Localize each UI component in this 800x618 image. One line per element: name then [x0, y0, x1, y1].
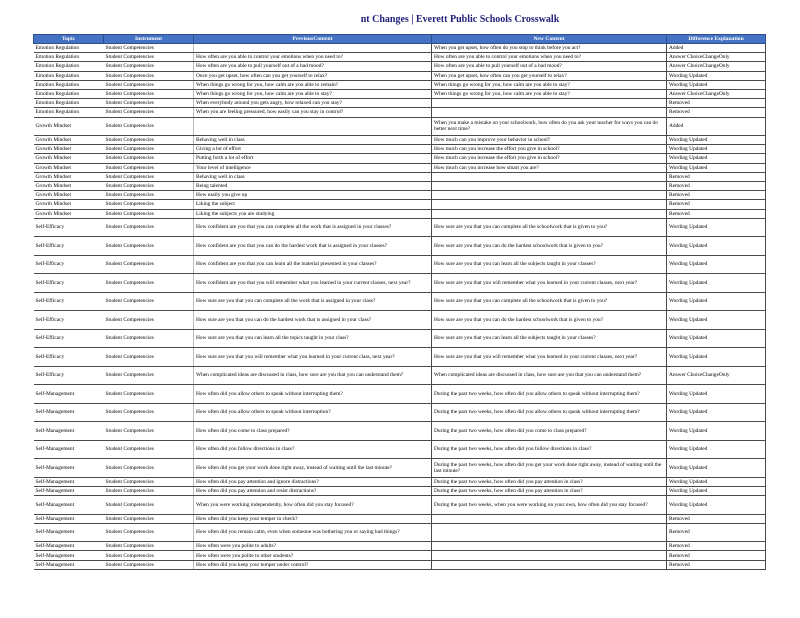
instrument-cell: Student Competencies: [104, 80, 194, 89]
instrument-cell: Student Competencies: [104, 108, 194, 117]
new-content-cell: [432, 181, 667, 190]
difference-cell: Wording Updated: [667, 292, 766, 311]
topic-cell: Self-Efficacy: [34, 237, 104, 256]
difference-cell: Wording Updated: [667, 163, 766, 172]
header-previous-content: PreviousContent: [194, 35, 432, 44]
topic-cell: Growth Mindset: [34, 154, 104, 163]
new-content-cell: [432, 542, 667, 551]
new-content-cell: During the past two weeks, how often did you allow others to speak without interrupting them?: [432, 403, 667, 422]
instrument-cell: Student Competencies: [104, 403, 194, 422]
topic-cell: Self-Management: [34, 477, 104, 486]
table-row: [34, 496, 766, 515]
table-row: [34, 514, 766, 523]
new-content-cell: During the past two weeks, how often did you follow directions in class?: [432, 440, 667, 459]
table-row: [34, 237, 766, 256]
difference-cell: Wording Updated: [667, 329, 766, 348]
new-content-cell: [432, 191, 667, 200]
table-row: [34, 542, 766, 551]
new-content-cell: How much can you increase how smart you are?: [432, 163, 667, 172]
topic-cell: Emotion Regulation: [34, 99, 104, 108]
topic-cell: Self-Management: [34, 551, 104, 560]
topic-cell: Self-Efficacy: [34, 311, 104, 330]
topic-cell: Emotion Regulation: [34, 62, 104, 71]
table-row: [34, 403, 766, 422]
new-content-cell: When you make a mistake on your schoolwork, how often do you ask your teacher for ways you can do better next time?: [432, 117, 667, 136]
table-row: [34, 163, 766, 172]
instrument-cell: Student Competencies: [104, 181, 194, 190]
new-content-cell: How sure are you that you can learn all the subjects taught in your classes?: [432, 329, 667, 348]
previous-content-cell: How often did you remain calm, even when someone was bothering you or saying bad things?: [194, 523, 432, 542]
difference-cell: Added: [667, 117, 766, 136]
instrument-cell: Student Competencies: [104, 154, 194, 163]
new-content-cell: [432, 200, 667, 209]
topic-cell: Self-Efficacy: [34, 329, 104, 348]
new-content-cell: During the past two weeks, how often did you come to class prepared?: [432, 422, 667, 441]
new-content-cell: During the past two weeks, how often did you get your work done right away, instead of waiting until the last minute?: [432, 459, 667, 478]
instrument-cell: Student Competencies: [104, 311, 194, 330]
difference-cell: Wording Updated: [667, 459, 766, 478]
table-row: [34, 71, 766, 80]
previous-content-cell: How often were you polite to adults?: [194, 542, 432, 551]
table-row: [34, 523, 766, 542]
new-content-cell: When complicated ideas are discussed in class, how sure are you that you can understand them?: [432, 366, 667, 385]
topic-cell: Self-Efficacy: [34, 292, 104, 311]
table-row: [34, 80, 766, 89]
topic-cell: Growth Mindset: [34, 136, 104, 145]
difference-cell: Added: [667, 44, 766, 53]
new-content-cell: During the past two weeks, how often did you pay attention in class?: [432, 486, 667, 495]
new-content-cell: How sure are you that you will remember what you learned in your current classes, next year?: [432, 348, 667, 367]
table-row: [34, 459, 766, 478]
instrument-cell: Student Competencies: [104, 348, 194, 367]
previous-content-cell: How confident are you that you can complete all the work that is assigned in your classes?: [194, 218, 432, 237]
table-row: [34, 486, 766, 495]
table-row: [34, 44, 766, 53]
instrument-cell: Student Competencies: [104, 163, 194, 172]
difference-cell: Answer ChoiceChangeOnly: [667, 62, 766, 71]
topic-cell: Self-Efficacy: [34, 274, 104, 293]
topic-cell: Self-Management: [34, 486, 104, 495]
table-row: [34, 181, 766, 190]
difference-cell: Removed: [667, 514, 766, 523]
topic-cell: Self-Management: [34, 403, 104, 422]
instrument-cell: Student Competencies: [104, 89, 194, 98]
table-row: [34, 477, 766, 486]
table-row: [34, 191, 766, 200]
instrument-cell: Student Competencies: [104, 53, 194, 62]
difference-cell: Wording Updated: [667, 145, 766, 154]
new-content-cell: [432, 108, 667, 117]
instrument-cell: Student Competencies: [104, 99, 194, 108]
new-content-cell: How sure are you that you can do the hardest schoolwork that is given to you?: [432, 237, 667, 256]
topic-cell: Growth Mindset: [34, 181, 104, 190]
topic-cell: Self-Efficacy: [34, 366, 104, 385]
new-content-cell: [432, 172, 667, 181]
difference-cell: Answer ChoiceChangeOnly: [667, 53, 766, 62]
previous-content-cell: How often did you keep your temper under control?: [194, 560, 432, 569]
difference-cell: Wording Updated: [667, 385, 766, 404]
difference-cell: Removed: [667, 191, 766, 200]
previous-content-cell: How often did you allow others to speak without interrupting them?: [194, 385, 432, 404]
previous-content-cell: How often are you able to pull yourself out of a bad mood?: [194, 62, 432, 71]
topic-cell: Growth Mindset: [34, 191, 104, 200]
table-row: [34, 200, 766, 209]
header-difference-explanation: Difference Explanation: [667, 35, 766, 44]
topic-cell: Growth Mindset: [34, 200, 104, 209]
header-topic: Topic: [34, 35, 104, 44]
new-content-cell: How much can you improve your behavior in school?: [432, 136, 667, 145]
previous-content-cell: How often did you follow directions in class?: [194, 440, 432, 459]
previous-content-cell: How confident are you that you will remember what you learned in your current classes, next year?: [194, 274, 432, 293]
previous-content-cell: Liking the subjects you are studying: [194, 209, 432, 218]
table-row: [34, 329, 766, 348]
previous-content-cell: How sure are you that you will remember what you learned in your current class, next year?: [194, 348, 432, 367]
difference-cell: Removed: [667, 542, 766, 551]
topic-cell: Self-Management: [34, 385, 104, 404]
difference-cell: Wording Updated: [667, 348, 766, 367]
topic-cell: Growth Mindset: [34, 209, 104, 218]
difference-cell: Wording Updated: [667, 71, 766, 80]
table-row: [34, 209, 766, 218]
instrument-cell: Student Competencies: [104, 523, 194, 542]
topic-cell: Growth Mindset: [34, 163, 104, 172]
instrument-cell: Student Competencies: [104, 486, 194, 495]
topic-cell: Growth Mindset: [34, 117, 104, 136]
previous-content-cell: How often did you keep your temper in check?: [194, 514, 432, 523]
table-row: [34, 99, 766, 108]
difference-cell: Removed: [667, 560, 766, 569]
instrument-cell: Student Competencies: [104, 71, 194, 80]
instrument-cell: Student Competencies: [104, 172, 194, 181]
table-row: [34, 62, 766, 71]
new-content-cell: How sure are you that you will remember what you learned in your current classes, next year?: [432, 274, 667, 293]
table-row: [34, 292, 766, 311]
new-content-cell: When you get upset, how often can you get yourself to relax?: [432, 71, 667, 80]
table-row: [34, 136, 766, 145]
table-row: [34, 154, 766, 163]
topic-cell: Self-Management: [34, 440, 104, 459]
topic-cell: Self-Management: [34, 496, 104, 515]
difference-cell: Answer ChoiceChangeOnly: [667, 89, 766, 98]
instrument-cell: Student Competencies: [104, 255, 194, 274]
difference-cell: Removed: [667, 99, 766, 108]
difference-cell: Wording Updated: [667, 237, 766, 256]
table-row: [34, 366, 766, 385]
topic-cell: Emotion Regulation: [34, 71, 104, 80]
table-row: [34, 89, 766, 98]
previous-content-cell: How often were you polite to other students?: [194, 551, 432, 560]
difference-cell: Wording Updated: [667, 422, 766, 441]
instrument-cell: Student Competencies: [104, 560, 194, 569]
table-row: [34, 311, 766, 330]
new-content-cell: When you get upset, how often do you stop to think before you act?: [432, 44, 667, 53]
previous-content-cell: How sure are you that you can learn all the topics taught in your class?: [194, 329, 432, 348]
new-content-cell: [432, 99, 667, 108]
instrument-cell: Student Competencies: [104, 292, 194, 311]
previous-content-cell: How often did you pay attention and ignore distractions?: [194, 477, 432, 486]
difference-cell: Wording Updated: [667, 496, 766, 515]
difference-cell: Wording Updated: [667, 218, 766, 237]
previous-content-cell: When things go wrong for you, how calm are you able to remain?: [194, 80, 432, 89]
instrument-cell: Student Competencies: [104, 117, 194, 136]
previous-content-cell: Once you get upset, how often can you get yourself to relax?: [194, 71, 432, 80]
difference-cell: Wording Updated: [667, 440, 766, 459]
new-content-cell: How sure are you that you can learn all the subjects taught in your classes?: [432, 255, 667, 274]
instrument-cell: Student Competencies: [104, 514, 194, 523]
header-new-content: New Content: [432, 35, 667, 44]
table-row: [34, 117, 766, 136]
instrument-cell: Student Competencies: [104, 191, 194, 200]
previous-content-cell: [194, 44, 432, 53]
difference-cell: Removed: [667, 108, 766, 117]
difference-cell: Removed: [667, 551, 766, 560]
new-content-cell: How often are you able to pull yourself out of a bad mood?: [432, 62, 667, 71]
instrument-cell: Student Competencies: [104, 62, 194, 71]
table-row: [34, 53, 766, 62]
previous-content-cell: When you were working independently, how often did you stay focused?: [194, 496, 432, 515]
instrument-cell: Student Competencies: [104, 44, 194, 53]
previous-content-cell: How often did you come to class prepared?: [194, 422, 432, 441]
new-content-cell: [432, 551, 667, 560]
previous-content-cell: When everybody around you gets angry, how relaxed can you stay?: [194, 99, 432, 108]
topic-cell: Emotion Regulation: [34, 80, 104, 89]
new-content-cell: How often are you able to control your emotions when you need to?: [432, 53, 667, 62]
topic-cell: Growth Mindset: [34, 172, 104, 181]
topic-cell: Self-Management: [34, 459, 104, 478]
difference-cell: Removed: [667, 523, 766, 542]
previous-content-cell: When things go wrong for you, how calm are you able to stay?: [194, 89, 432, 98]
difference-cell: Wording Updated: [667, 154, 766, 163]
instrument-cell: Student Competencies: [104, 209, 194, 218]
previous-content-cell: How sure are you that you can complete all the work that is assigned in your class?: [194, 292, 432, 311]
topic-cell: Self-Efficacy: [34, 218, 104, 237]
difference-cell: Wording Updated: [667, 311, 766, 330]
new-content-cell: When things go wrong for you, how calm are you able to stay?: [432, 89, 667, 98]
previous-content-cell: Liking the subject: [194, 200, 432, 209]
previous-content-cell: Giving a lot of effort: [194, 145, 432, 154]
instrument-cell: Student Competencies: [104, 440, 194, 459]
table-body: [34, 44, 766, 570]
new-content-cell: During the past two weeks, how often did you allow others to speak without interrupting them?: [432, 385, 667, 404]
instrument-cell: Student Competencies: [104, 422, 194, 441]
difference-cell: Wording Updated: [667, 403, 766, 422]
previous-content-cell: When complicated ideas are discussed in class, how sure are you that you can understand them?: [194, 366, 432, 385]
previous-content-cell: How often did you allow others to speak without interruption?: [194, 403, 432, 422]
previous-content-cell: How often did you pay attention and resist distractions?: [194, 486, 432, 495]
table-row: [34, 440, 766, 459]
instrument-cell: Student Competencies: [104, 274, 194, 293]
topic-cell: Self-Management: [34, 560, 104, 569]
instrument-cell: Student Competencies: [104, 237, 194, 256]
topic-cell: Growth Mindset: [34, 145, 104, 154]
table-row: [34, 348, 766, 367]
previous-content-cell: How often are you able to control your emotions when you need to?: [194, 53, 432, 62]
previous-content-cell: How sure are you that you can do the hardest work that is assigned in your class?: [194, 311, 432, 330]
difference-cell: Wording Updated: [667, 486, 766, 495]
new-content-cell: When things go wrong for you, how calm are you able to stay?: [432, 80, 667, 89]
new-content-cell: How sure are you that you can complete all the schoolwork that is given to you?: [432, 218, 667, 237]
table-row: [34, 551, 766, 560]
difference-cell: Removed: [667, 181, 766, 190]
instrument-cell: Student Competencies: [104, 459, 194, 478]
previous-content-cell: How often did you get your work done right away, instead of waiting until the last minute?: [194, 459, 432, 478]
difference-cell: Wording Updated: [667, 477, 766, 486]
instrument-cell: Student Competencies: [104, 218, 194, 237]
page-title: [0, 14, 800, 25]
difference-cell: Wording Updated: [667, 255, 766, 274]
instrument-cell: Student Competencies: [104, 496, 194, 515]
difference-cell: Wording Updated: [667, 136, 766, 145]
previous-content-cell: Being talented: [194, 181, 432, 190]
new-content-cell: [432, 523, 667, 542]
previous-content-cell: How easily you give up: [194, 191, 432, 200]
previous-content-cell: How confident are you that you can do the hardest work that is assigned in your classes?: [194, 237, 432, 256]
previous-content-cell: Behaving well in class: [194, 136, 432, 145]
table-row: [34, 172, 766, 181]
table-row: [34, 255, 766, 274]
difference-cell: Wording Updated: [667, 80, 766, 89]
difference-cell: Removed: [667, 209, 766, 218]
previous-content-cell: How confident are you that you can learn all the material presented in your classes?: [194, 255, 432, 274]
new-content-cell: How sure are you that you can complete all the schoolwork that is given to you?: [432, 292, 667, 311]
table-row: [34, 218, 766, 237]
instrument-cell: Student Competencies: [104, 329, 194, 348]
table-row: [34, 145, 766, 154]
topic-cell: Emotion Regulation: [34, 53, 104, 62]
topic-cell: Self-Efficacy: [34, 255, 104, 274]
instrument-cell: Student Competencies: [104, 136, 194, 145]
topic-cell: Self-Efficacy: [34, 348, 104, 367]
topic-cell: Emotion Regulation: [34, 89, 104, 98]
table-row: [34, 560, 766, 569]
difference-cell: Wording Updated: [667, 274, 766, 293]
topic-cell: Self-Management: [34, 422, 104, 441]
topic-cell: Emotion Regulation: [34, 44, 104, 53]
table-row: [34, 274, 766, 293]
table-row: [34, 385, 766, 404]
topic-cell: Self-Management: [34, 514, 104, 523]
difference-cell: Removed: [667, 172, 766, 181]
page-title-text: nt Changes | Everett Public Schools Crosswalk: [360, 14, 560, 25]
new-content-cell: How much can you increase the effort you give in school?: [432, 154, 667, 163]
instrument-cell: Student Competencies: [104, 385, 194, 404]
instrument-cell: Student Competencies: [104, 551, 194, 560]
topic-cell: Self-Management: [34, 542, 104, 551]
new-content-cell: [432, 560, 667, 569]
topic-cell: Self-Management: [34, 523, 104, 542]
crosswalk-table: [33, 34, 766, 570]
previous-content-cell: Your level of intelligence: [194, 163, 432, 172]
topic-cell: Emotion Regulation: [34, 108, 104, 117]
difference-cell: Removed: [667, 200, 766, 209]
new-content-cell: [432, 514, 667, 523]
new-content-cell: How much can you increase the effort you give in school?: [432, 145, 667, 154]
new-content-cell: [432, 209, 667, 218]
header-instrument: Instrument: [104, 35, 194, 44]
header-row: [34, 35, 766, 44]
previous-content-cell: Behaving well in class: [194, 172, 432, 181]
previous-content-cell: Putting forth a lot of effort: [194, 154, 432, 163]
new-content-cell: During the past two weeks, when you were working on your own, how often did you stay focused?: [432, 496, 667, 515]
instrument-cell: Student Competencies: [104, 145, 194, 154]
instrument-cell: Student Competencies: [104, 542, 194, 551]
previous-content-cell: [194, 117, 432, 136]
instrument-cell: Student Competencies: [104, 366, 194, 385]
table-row: [34, 422, 766, 441]
instrument-cell: Student Competencies: [104, 200, 194, 209]
difference-cell: Answer ChoiceChangeOnly: [667, 366, 766, 385]
instrument-cell: Student Competencies: [104, 477, 194, 486]
new-content-cell: How sure are you that you can do the hardest schoolwork that is given to you?: [432, 311, 667, 330]
new-content-cell: During the past two weeks, how often did you pay attention in class?: [432, 477, 667, 486]
previous-content-cell: When you are feeling pressured, how easily can you stay in control?: [194, 108, 432, 117]
table-row: [34, 108, 766, 117]
